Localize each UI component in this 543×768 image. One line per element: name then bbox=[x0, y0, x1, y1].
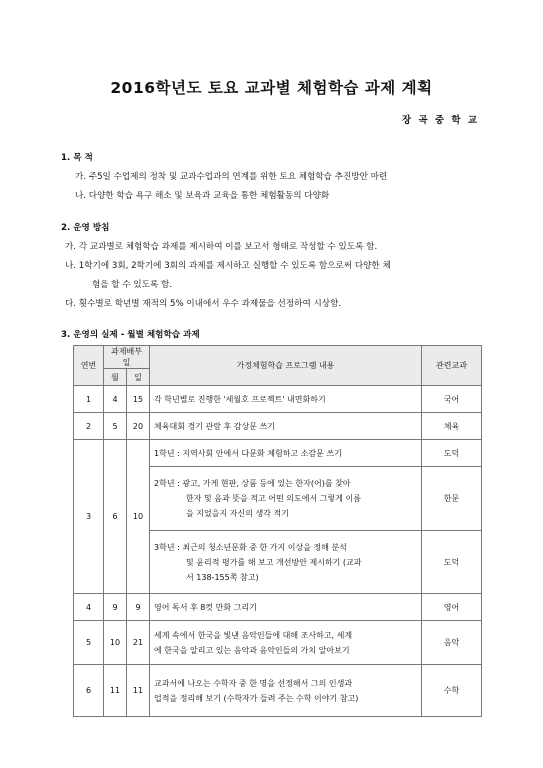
cell-program: 영어 독서 후 8컷 만화 그리기 bbox=[150, 594, 422, 621]
table-row bbox=[74, 665, 482, 717]
cell-day: 9 bbox=[127, 594, 150, 621]
section2-item-b-cont: 험을 할 수 있도록 함. bbox=[92, 280, 173, 290]
cell-program bbox=[150, 665, 422, 717]
row5-line2: 에 한국을 알리고 있는 음악과 음악인들의 가치 알아보기 bbox=[154, 645, 350, 655]
row6-line2: 업적을 정리해 보기 (수학자가 들려 주는 수학 이야기 참고) bbox=[154, 693, 359, 703]
assignment-table bbox=[73, 345, 482, 717]
header-schedule: 과제배부일 bbox=[104, 346, 150, 369]
school-name: 장 곡 중 학 교 bbox=[401, 115, 479, 126]
section2-item-a: 가. 각 교과별로 체험학습 과제를 제시하여 이를 보고서 형태로 작성할 수 있도록 함. bbox=[65, 242, 378, 252]
grade2-line1: 2학년 : 광고, 가게 현판, 상품 등에 있는 한자(어)를 찾아 bbox=[154, 479, 351, 488]
cell-day: 15 bbox=[127, 386, 150, 413]
header-program: 가정체험학습 프로그램 내용 bbox=[150, 346, 422, 386]
section2-item-b: 나. 1학기에 3회, 2학기에 3회의 과제를 제시하고 실행할 수 있도록 함으로써 다양한 체 bbox=[65, 261, 391, 271]
grade3-line3: 서 138-155쪽 참고) bbox=[186, 572, 259, 582]
section2-heading: 2. 운영 방침 bbox=[61, 223, 110, 233]
cell-no: 3 bbox=[74, 440, 104, 594]
grade2-line2: 한자 및 음과 뜻을 적고 어떤 의도에서 그렇게 이름 bbox=[186, 494, 361, 503]
header-no: 연번 bbox=[74, 346, 104, 386]
cell-day: 20 bbox=[127, 413, 150, 440]
header-month: 월 bbox=[104, 369, 127, 386]
document-title: 2016학년도 토요 교과별 체험학습 과제 계획 bbox=[110, 79, 433, 97]
cell-program bbox=[150, 621, 422, 665]
table-row bbox=[74, 621, 482, 665]
table-row bbox=[74, 594, 482, 621]
cell-subject: 체육 bbox=[422, 413, 482, 440]
cell-subject: 영어 bbox=[422, 594, 482, 621]
cell-no: 4 bbox=[74, 594, 104, 621]
section2-item-c: 다. 횟수별로 학년별 재적의 5% 이내에서 우수 과제물을 선정하여 시상함. bbox=[65, 299, 342, 309]
cell-program-grade3 bbox=[150, 531, 422, 594]
cell-month: 5 bbox=[104, 413, 127, 440]
cell-program: 각 학년별로 진행한 '세월호 프로젝트' 내면화하기 bbox=[150, 386, 422, 413]
cell-day: 10 bbox=[127, 440, 150, 594]
cell-day: 21 bbox=[127, 621, 150, 665]
section3-heading: 3. 운영의 실제 - 월별 체험학습 과제 bbox=[61, 330, 200, 340]
cell-subject: 도덕 bbox=[422, 440, 482, 467]
table-row bbox=[74, 413, 482, 440]
cell-no: 6 bbox=[74, 665, 104, 717]
cell-no: 5 bbox=[74, 621, 104, 665]
cell-program-grade2 bbox=[150, 467, 422, 531]
cell-program-grade1: 1학년 : 지역사회 안에서 다문화 체험하고 소감문 쓰기 bbox=[150, 440, 422, 467]
section1-item-a: 가. 주5일 수업제의 정착 및 교과수업과의 연계를 위한 토요 체험학습 추진방안 마련 bbox=[75, 172, 388, 182]
cell-subject: 도덕 bbox=[422, 531, 482, 594]
table-row bbox=[74, 440, 482, 467]
cell-month: 9 bbox=[104, 594, 127, 621]
cell-day: 11 bbox=[127, 665, 150, 717]
grade3-line1: 3학년 : 최근의 청소년문화 중 한 가지 이상을 정해 분석 bbox=[154, 542, 347, 552]
cell-month: 11 bbox=[104, 665, 127, 717]
cell-month: 6 bbox=[104, 440, 127, 594]
cell-month: 10 bbox=[104, 621, 127, 665]
cell-subject: 한문 bbox=[422, 467, 482, 531]
cell-no: 1 bbox=[74, 386, 104, 413]
section1-heading: 1. 목 적 bbox=[61, 153, 93, 163]
grade2-line3: 을 지었을지 자신의 생각 적기 bbox=[186, 509, 289, 518]
section1-item-b: 나. 다양한 학습 욕구 해소 및 보육과 교육을 통한 체험활동의 다양화 bbox=[75, 191, 330, 201]
grade3-line2: 및 윤리적 평가를 해 보고 개선방안 제시하기 (교과 bbox=[186, 557, 362, 567]
cell-no: 2 bbox=[74, 413, 104, 440]
header-day: 일 bbox=[127, 369, 150, 386]
cell-program: 체육대회 경기 관람 후 감상문 쓰기 bbox=[150, 413, 422, 440]
cell-subject: 음악 bbox=[422, 621, 482, 665]
table-row bbox=[74, 386, 482, 413]
row6-line1: 교과서에 나오는 수학자 중 한 명을 선정해서 그의 인생과 bbox=[154, 678, 353, 688]
row5-line1: 세계 속에서 한국을 빛낸 음악인들에 대해 조사하고, 세계 bbox=[154, 630, 353, 640]
cell-subject: 수학 bbox=[422, 665, 482, 717]
cell-subject: 국어 bbox=[422, 386, 482, 413]
header-subject: 관련교과 bbox=[422, 346, 482, 386]
cell-month: 4 bbox=[104, 386, 127, 413]
